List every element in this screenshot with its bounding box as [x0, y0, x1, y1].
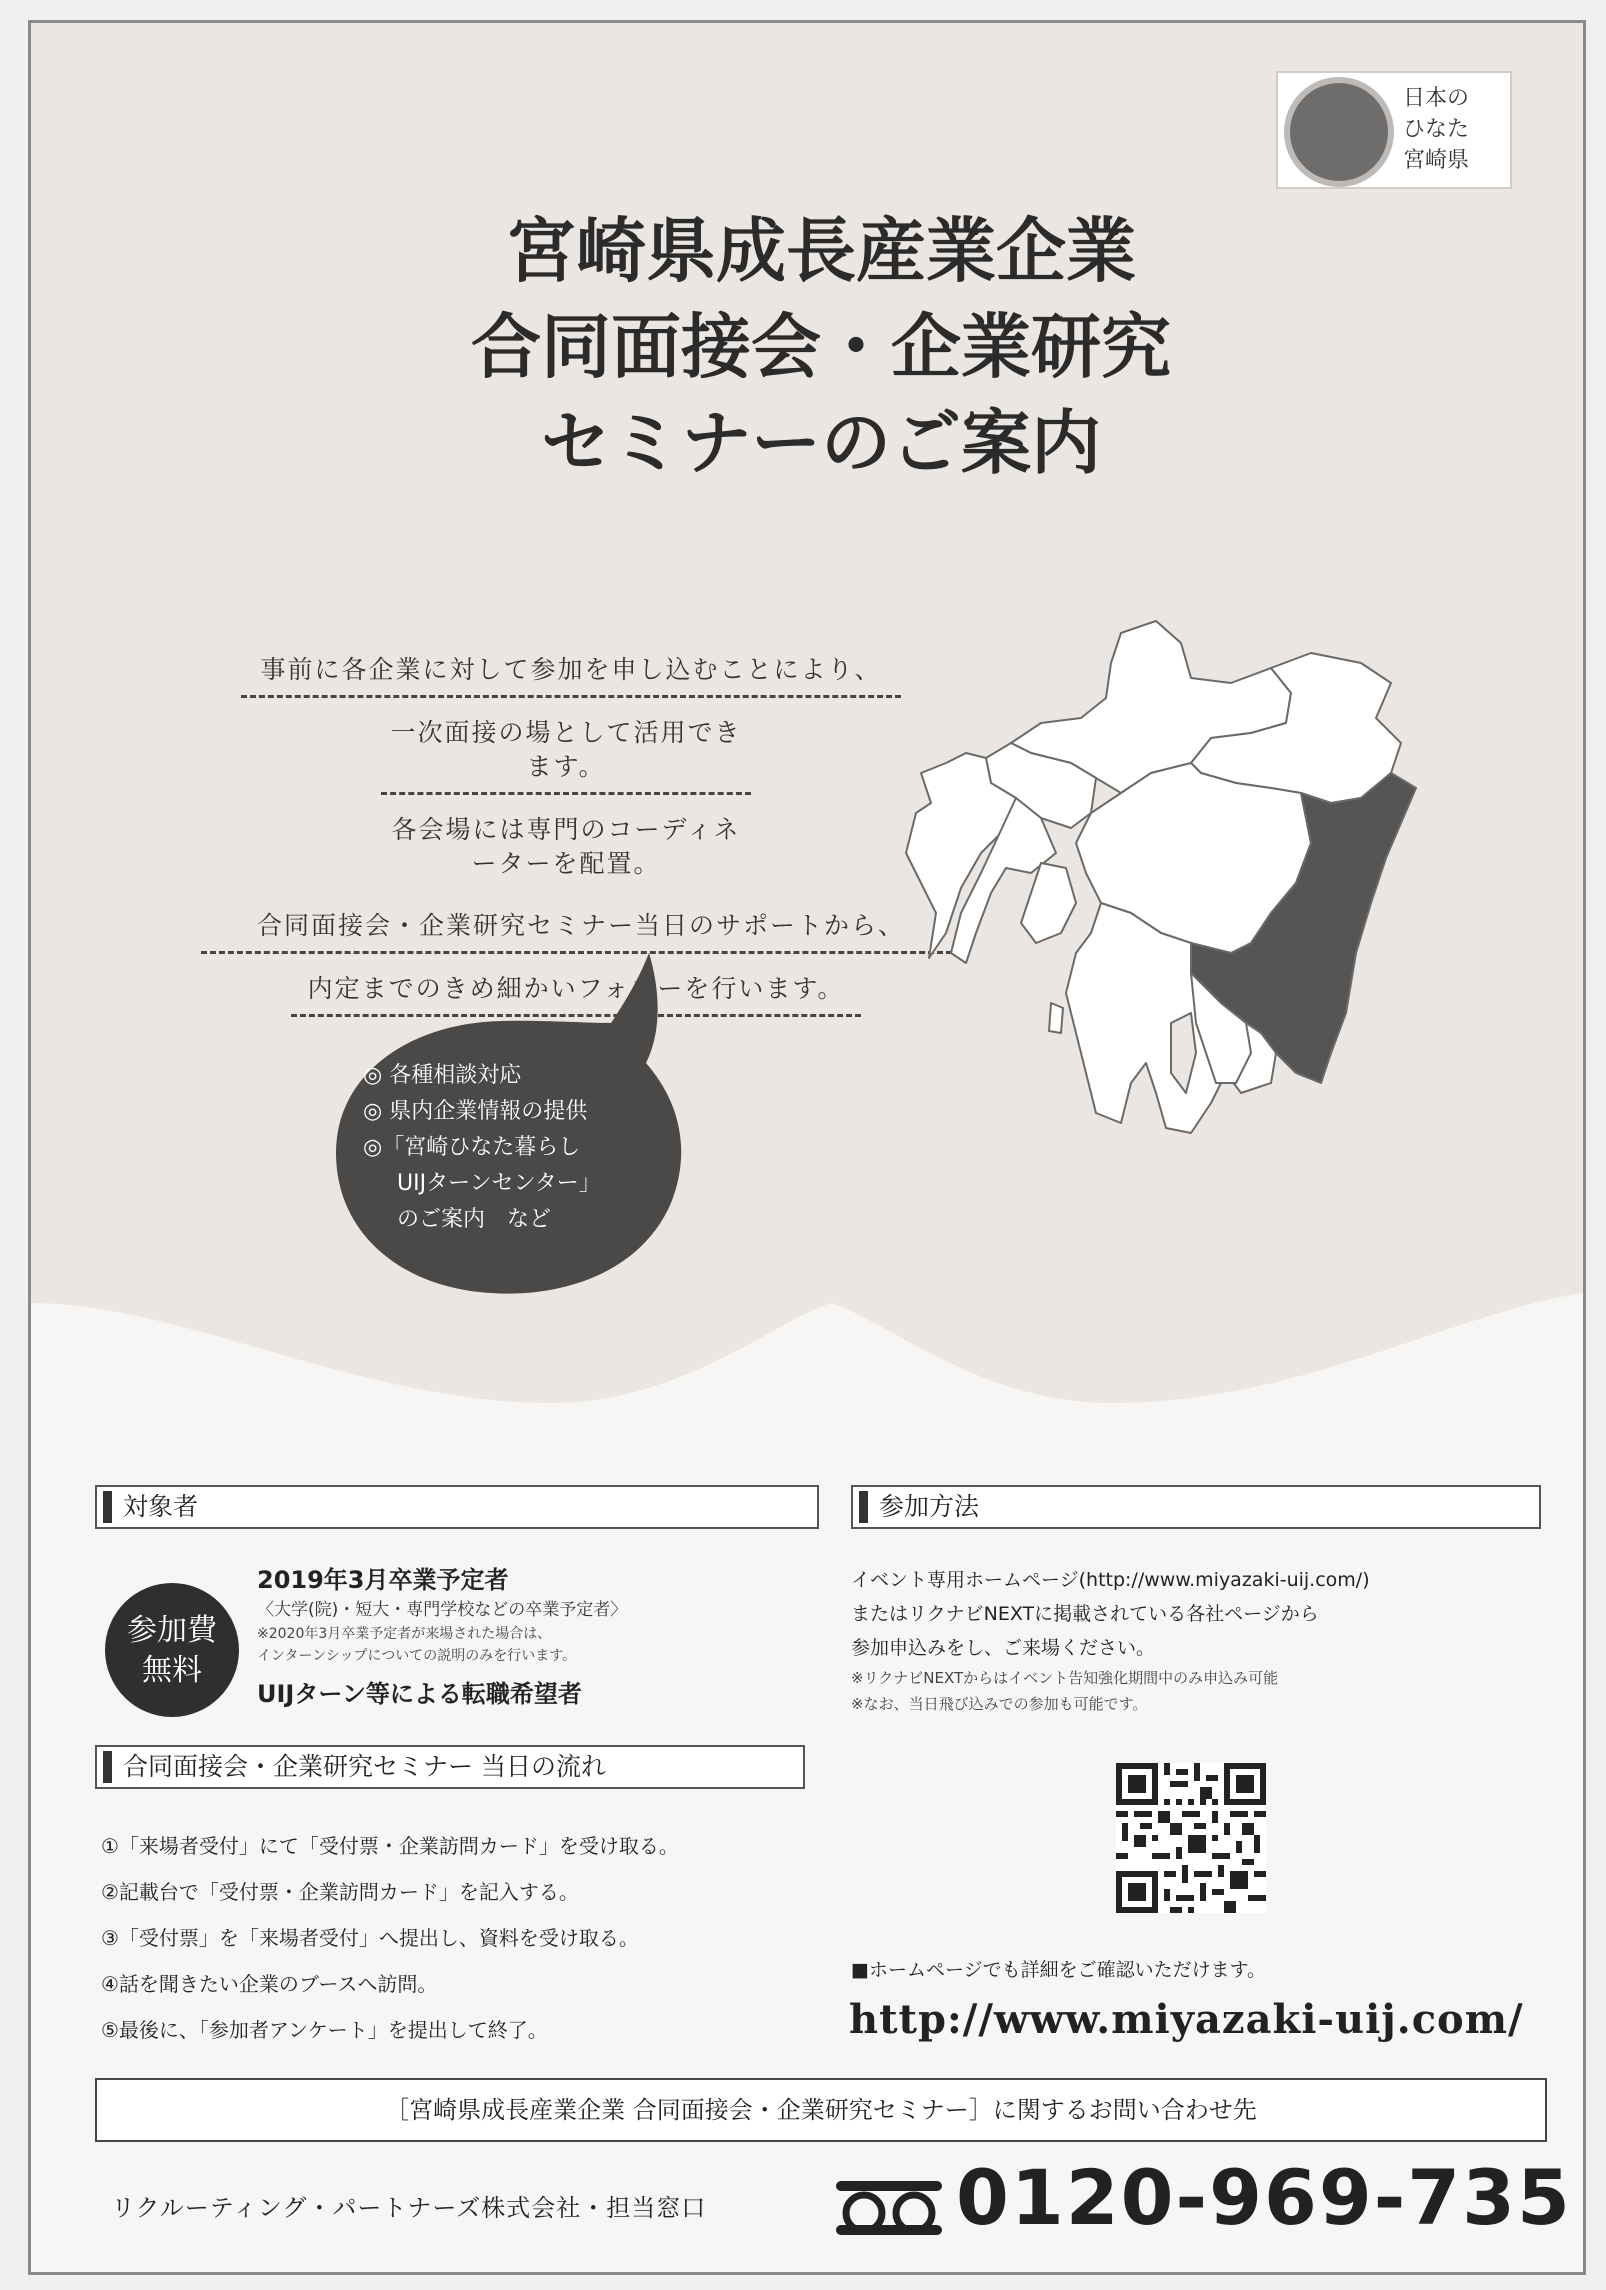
audience-heading: 対象者 [95, 1485, 819, 1529]
method-note: ※なお、当日飛び込みでの参加も可能です。 [851, 1695, 1148, 1713]
map-region-island [1049, 1003, 1063, 1033]
method-note: ※リクナビNEXTからはイベント告知強化期間中のみ申込み可能 [851, 1669, 1279, 1687]
contact-heading-box: ［宮崎県成長産業企業 合同面接会・企業研究セミナー］に関するお問い合わせ先 [95, 2078, 1547, 2142]
flow-step: ④話を聞きたい企業のブースへ訪問。 [101, 1972, 438, 1996]
flow-heading: 合同面接会・企業研究セミナー 当日の流れ [95, 1745, 805, 1789]
bubble-line: ◎ 県内企業情報の提供 [363, 1099, 588, 1124]
map-region-amakusa [1021, 863, 1076, 943]
badge-line: 無料 [142, 1653, 202, 1688]
homepage-url-link[interactable]: http://www.miyazaki-uij.com/ [849, 1996, 1524, 2043]
hinata-miyazaki-logo [1276, 71, 1512, 189]
bubble-text [363, 1058, 683, 1238]
method-line: イベント専用ホームページ(http://www.miyazaki-uij.com/) [851, 1569, 1370, 1591]
method-details [851, 1563, 1551, 1717]
method-heading: 参加方法 [851, 1485, 1541, 1529]
logo-text-line: 日本の [1403, 86, 1470, 111]
free-admission-badge [105, 1583, 239, 1717]
audience-secondary: UIJターン等による転職希望者 [257, 1680, 582, 1708]
free-dial-icon [834, 2173, 944, 2243]
flyer-frame [28, 20, 1586, 2275]
company-name: リクルーティング・パートナーズ株式会社・担当窓口 [111, 2194, 707, 2222]
bubble-line: ◎「宮崎ひなた暮らし [363, 1135, 581, 1160]
method-line: 参加申込みをし、ご来場ください。 [851, 1637, 1156, 1659]
logo-text-line: 宮崎県 [1403, 148, 1470, 173]
audience-note: ※2020年3月卒業予定者が来場された場合は、 [257, 1626, 552, 1642]
audience-note: インターンシップについての説明のみを行います。 [257, 1648, 577, 1664]
intro-line: 各会場には専門のコーディネーターを配置。 [391, 815, 741, 878]
sun-icon [1290, 83, 1388, 181]
bubble-line: UIJターンセンター」 [397, 1171, 601, 1196]
homepage-note: ■ホームページでも詳細をご確認いただけます。 [851, 1959, 1267, 1981]
flow-step: ⑤最後に、「参加者アンケート」を提出して終了。 [101, 2018, 548, 2042]
kyushu-map [891, 613, 1511, 1373]
audience-primary: 2019年3月卒業予定者 [257, 1566, 509, 1594]
title-line: セミナーのご案内 [541, 402, 1101, 484]
flow-steps [101, 1823, 801, 2053]
audience-details [257, 1563, 817, 1711]
logo-text-line: ひなた [1403, 117, 1470, 142]
phone-number[interactable]: 0120-969-735 [956, 2153, 1572, 2242]
flow-step: ①「来場者受付」にて「受付票・企業訪問カード」を受け取る。 [101, 1834, 679, 1858]
bubble-line: のご案内 など [397, 1207, 552, 1232]
flow-step: ③「受付票」を「来場者受付」へ提出し、資料を受け取る。 [101, 1926, 639, 1950]
method-line: またはリクナビNEXTに掲載されている各社ページから [851, 1603, 1319, 1625]
bubble-line: ◎ 各種相談対応 [363, 1063, 522, 1088]
flow-step: ②記載台で「受付票・企業訪問カード」を記入する。 [101, 1880, 579, 1904]
audience-primary-detail: 〈大学(院)・短大・専門学校などの卒業予定者〉 [257, 1600, 628, 1620]
intro-line: 内定までのきめ細かいフォローを行います。 [291, 972, 861, 1017]
title-line: 宮崎県成長産業企業 [506, 210, 1136, 292]
page-title [271, 203, 1371, 491]
badge-line: 参加費 [127, 1613, 217, 1648]
title-line: 合同面接会・企業研究 [471, 306, 1171, 388]
qr-code[interactable] [1116, 1763, 1266, 1913]
intro-line: 事前に各企業に対して参加を申し込むことにより、 [241, 653, 901, 698]
intro-line: 一次面接の場として活用できます。 [381, 716, 751, 795]
intro-line: 合同面接会・企業研究セミナー当日のサポートから、 [201, 909, 961, 954]
